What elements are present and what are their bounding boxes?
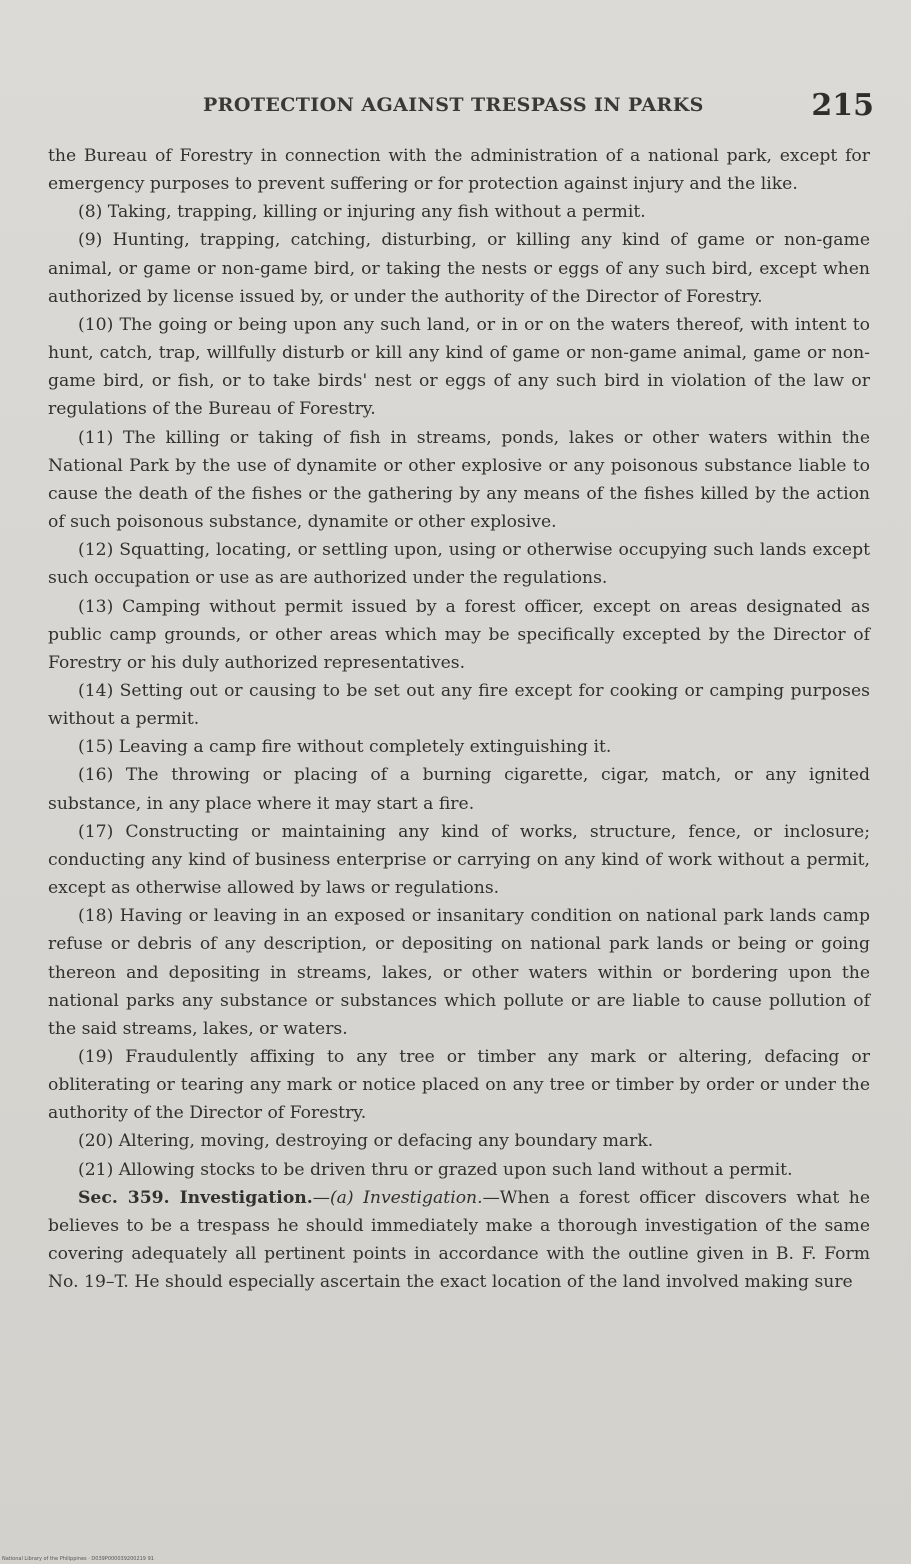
item-17: (17) Constructing or maintaining any kind of works, structure, fence, or inclosure; conducting any kind of business enterprise or carrying on any kind of work without a permit, except as otherwise allowed by laws or regulations.: [48, 821, 870, 899]
page-number: 215: [811, 88, 874, 123]
page-header: [48, 88, 874, 128]
item-11: (11) The killing or taking of fish in streams, ponds, lakes or other waters within the National Park by the use of dynamite or other explosive or any poisonous substance liable to cause the death of the fishes or the gathering by any means of the fishes killed by the action of such poisonous substance, dynamite or other explosive.: [48, 427, 870, 533]
scan-credit: National Library of the Philippines · D039P000039200219 91: [2, 1556, 154, 1562]
section-heading: Sec. 359. Investigation.: [78, 1187, 313, 1208]
section-dash-2: —: [482, 1187, 500, 1208]
item-8: (8) Taking, trapping, killing or injuring any fish without a permit.: [78, 202, 646, 223]
item-19: (19) Fraudulently affixing to any tree or timber any mark or altering, defacing or obliterating or tearing any mark or notice placed on any tree or timber by order or under the authority of the Director of Forestry.: [48, 1047, 870, 1124]
subpart-label: (a): [329, 1187, 354, 1208]
item-13: (13) Camping without permit issued by a forest officer, except on areas designated as public camp grounds, or other areas which may be specifically excepted by the Director of Forestry or his duly authorized representatives.: [48, 596, 870, 673]
item-16: (16) The throwing or placing of a burning cigarette, cigar, match, or any ignited substance, in any place where it may start a fire.: [48, 765, 870, 814]
subheading: Investigation.: [363, 1187, 483, 1208]
body-text: [48, 142, 870, 1296]
item-14: (14) Setting out or causing to be set out any fire except for cooking or camping purposes without a permit.: [48, 680, 870, 730]
item-20: (20) Altering, moving, destroying or defacing any boundary mark.: [78, 1131, 654, 1152]
section-dash-1: —: [312, 1187, 330, 1208]
continuation-paragraph: the Bureau of Forestry in connection with the administration of a national park, except for emergency purposes to prevent suffering or for protection against injury and the like.: [48, 146, 870, 195]
item-9: (9) Hunting, trapping, catching, disturbing, or killing any kind of game or non-game animal, or game or non-game bird, or taking the nests or eggs of any such bird, except when authorized by license issued by, or under the authority of the Director of Forestry.: [48, 230, 870, 307]
item-12: (12) Squatting, locating, or settling upon, using or otherwise occupying such lands except such occupation or use as are authorized under the regulations.: [48, 540, 870, 589]
section-text: When a forest officer discovers what he believes to be a trespass he should immediately make a thorough investigation of the same covering adequately all pertinent points in accordance with the outline given in B. F. Form No. 19–T. He should especially ascertain the exact location of the land involved making sure: [48, 1187, 870, 1293]
section-359-paragraph: [48, 1184, 870, 1297]
item-15: (15) Leaving a camp fire without completely extinguishing it.: [78, 737, 612, 758]
item-18: (18) Having or leaving in an exposed or insanitary condition on national park lands camp refuse or debris of any description, or depositing on national park lands or being or going thereon and depositing in streams, lakes, or other waters within or bordering upon the national parks any substance or substances which pollute or are liable to cause pollution of the said streams, lakes, or waters.: [48, 906, 870, 1039]
running-title: PROTECTION AGAINST TRESPASS IN PARKS: [203, 94, 704, 116]
item-21: (21) Allowing stocks to be driven thru or grazed upon such land without a permit.: [78, 1159, 793, 1180]
item-10: (10) The going or being upon any such land, or in or on the waters thereof, with intent to hunt, catch, trap, willfully disturb or kill any kind of game or non-game animal, game or non-game bird, or fish, or to take birds' nest or eggs of any such bird in violation of the law or regulations of the Bureau of Forestry.: [48, 314, 870, 420]
